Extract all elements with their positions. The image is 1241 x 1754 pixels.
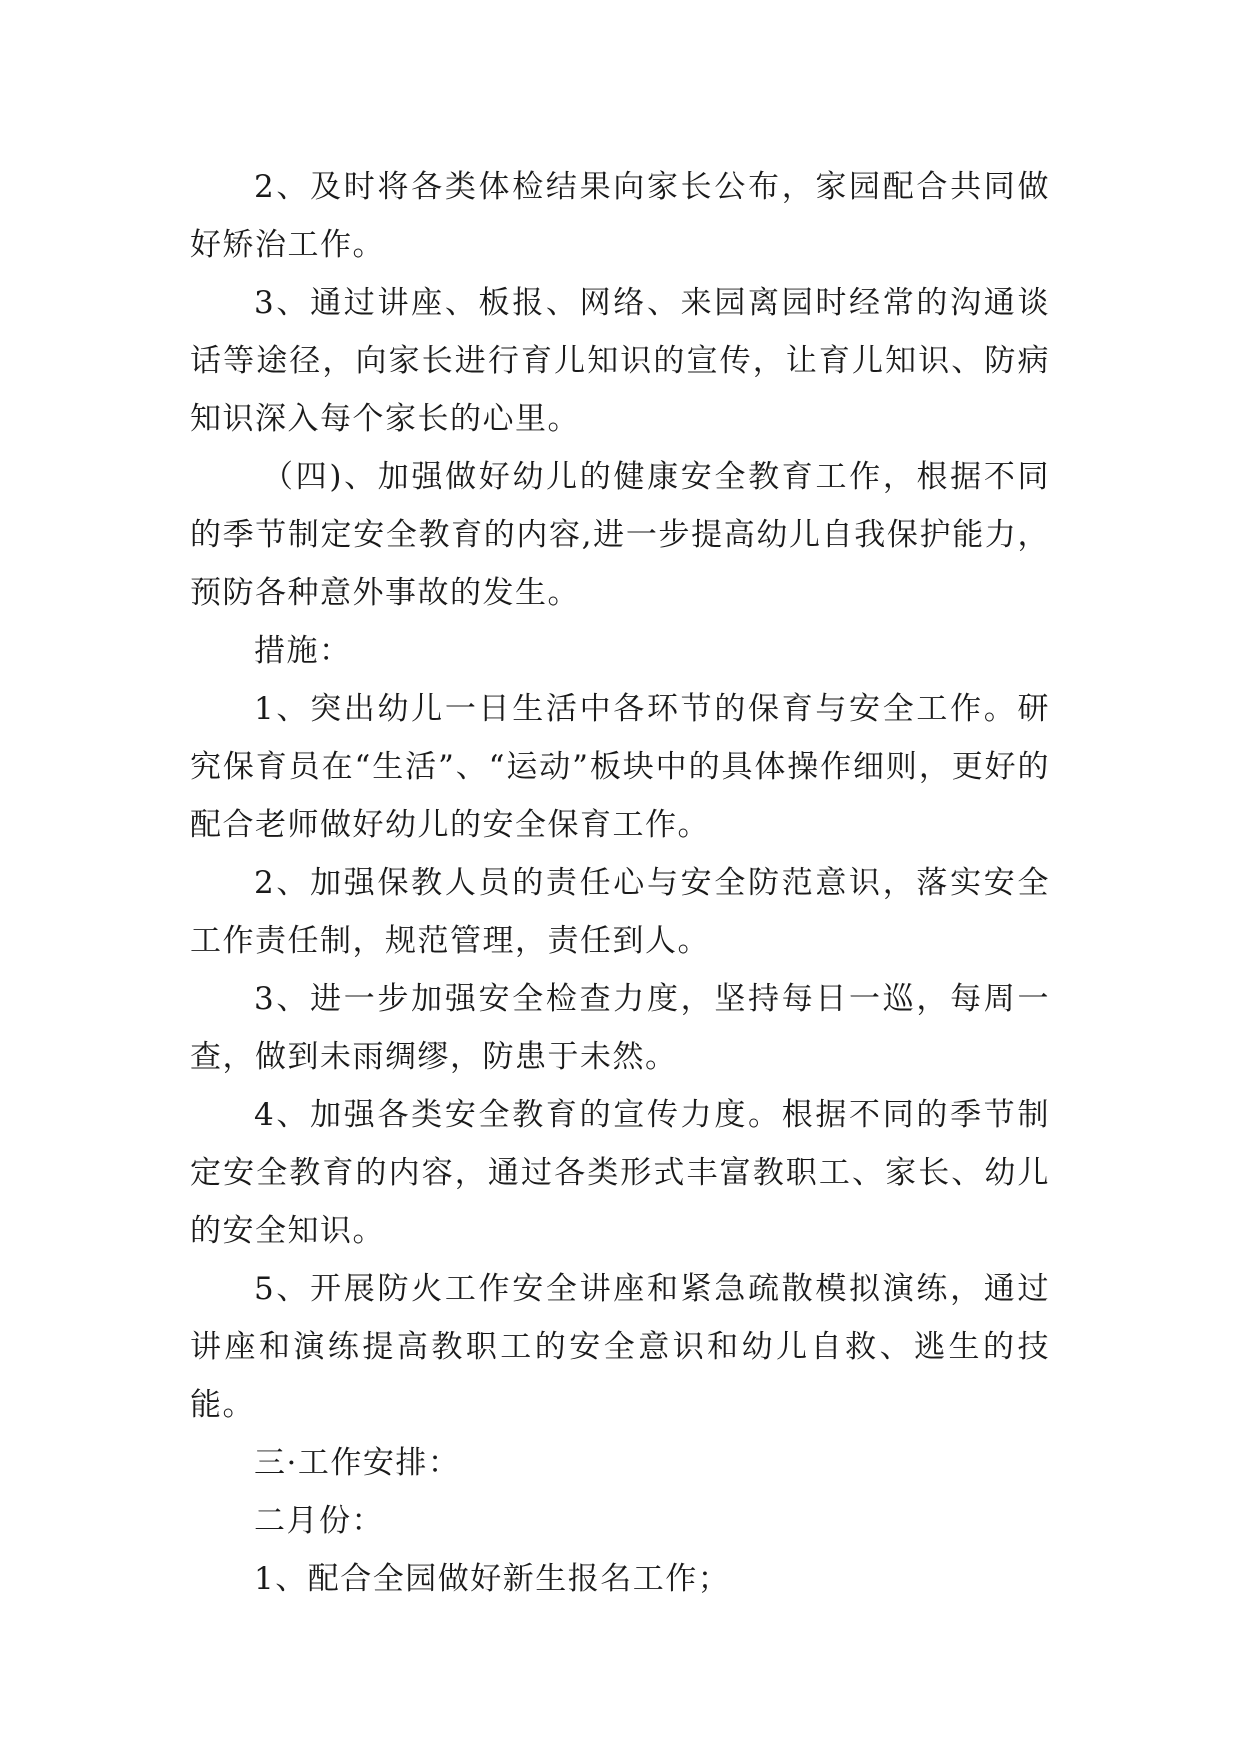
paragraph-measure-4: 4、加强各类安全教育的宣传力度。根据不同的季节制定安全教育的内容，通过各类形式丰富教职工、家长、幼儿的安全知识。 — [190, 1097, 1050, 1249]
paragraph-measure-1: 1、突出幼儿一日生活中各环节的保育与安全工作。研究保育员在“生活”、“运动”板块中的具体操作细则，更好的配合老师做好幼儿的安全保育工作。 — [190, 691, 1050, 843]
paragraph-measure-5: 5、开展防火工作安全讲座和紧急疏散模拟演练，通过讲座和演练提高教职工的安全意识和幼儿自救、逃生的技能。 — [190, 1271, 1050, 1423]
paragraph-parent-education: 3、通过讲座、板报、网络、来园离园时经常的沟通谈话等途径，向家长进行育儿知识的宣传，让育儿知识、防病知识深入每个家长的心里。 — [190, 285, 1050, 437]
paragraph-february-label: 二月份： — [254, 1503, 384, 1539]
paragraph-section-four-heading: （四)、加强做好幼儿的健康安全教育工作，根据不同的季节制定安全教育的内容,进一步提高幼儿自我保护能力，预防各种意外事故的发生。 — [190, 459, 1050, 611]
paragraph-measure-3: 3、进一步加强安全检查力度，坚持每日一巡，每周一查，做到未雨绸缪，防患于未然。 — [190, 981, 1050, 1075]
paragraph-work-arrangement-heading: 三·工作安排： — [254, 1445, 461, 1481]
paragraph-health-check-results: 2、及时将各类体检结果向家长公布，家园配合共同做好矫治工作。 — [190, 169, 1050, 263]
paragraph-february-item-1: 1、配合全园做好新生报名工作； — [254, 1561, 731, 1597]
paragraph-measure-2: 2、加强保教人员的责任心与安全防范意识，落实安全工作责任制，规范管理，责任到人。 — [190, 865, 1050, 959]
document-page — [190, 158, 1050, 1608]
paragraph-measures-label: 措施： — [254, 633, 352, 669]
